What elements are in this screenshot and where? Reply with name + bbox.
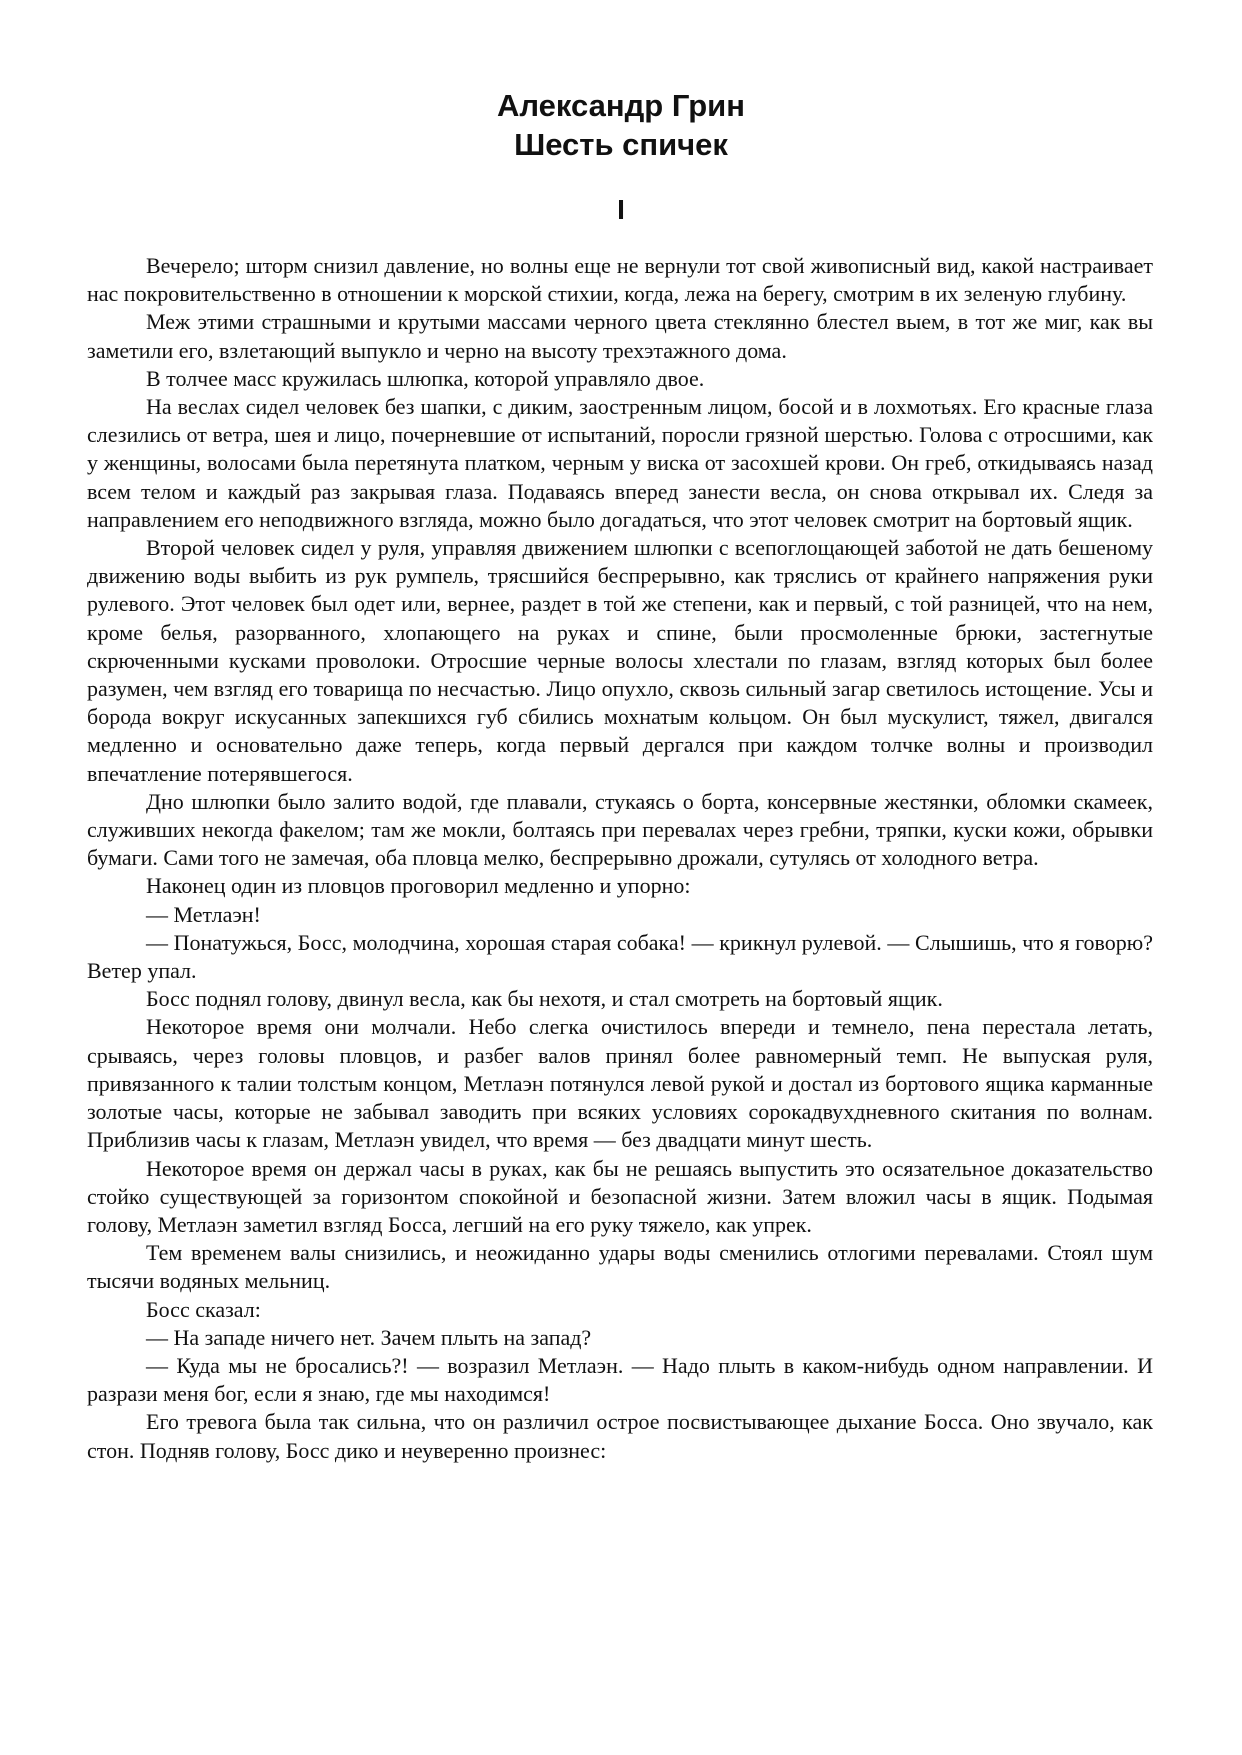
dialogue-line: — Понатужься, Босс, молодчина, хорошая старая собака! — крикнул рулевой. — Слышишь, что я говорю? Ветер упал. — [87, 929, 1153, 984]
paragraph: Наконец один из пловцов проговорил медленно и упорно: — [146, 873, 691, 899]
paragraph: Второй человек сидел у руля, управляя движением шлюпки с всепоглощающей заботой не дать бешеному движению воды выбить из рук румпель, трясшийся беспрерывно, как тряслись от крайнего напряжения руки рулевого. Этот человек был одет или, вернее, раздет в той же степени, как и первый, с той разницей, что на нем, кроме белья, разорванного, хлопающего на руках и спине, были просмоленные брюки, застегнутые скрюченными кусками проволоки. Отросшие черные волосы хлестали по глазам, взгляд которых был более разумен, чем взгляд его товарища по несчастью. Лицо опухло, сквозь сильный загар светилось истощение. Усы и борода вокруг искусанных запекшихся губ сбились мохнатым кольцом. Он был мускулист, тяжел, двигался медленно и основательно даже теперь, когда первый дергался при каждом толчке волны и производил впечатление потерявшегося. — [87, 535, 1153, 786]
paragraph: Тем временем валы снизились, и неожиданно удары воды сменились отлогими перевалами. Стоял шум тысячи водяных мельниц. — [87, 1240, 1153, 1294]
dialogue-line: — Куда мы не бросались?! — возразил Метлаэн. — Надо плыть в каком-нибудь одном направлении. И разрази меня бог, если я знаю, где мы находимся! — [87, 1352, 1153, 1407]
paragraph: На веслах сидел человек без шапки, с диким, заостренным лицом, босой и в лохмотьях. Его красные глаза слезились от ветра, шея и лицо, почерневшие от испытаний, поросли грязной шерстью. Голова с отросшими, как у женщины, волосами была перетянута платком, черным у виска от засохшей крови. Он греб, откидываясь назад всем телом и каждый раз закрывая глаза. Подаваясь вперед занести весла, он снова открывал их. Следя за направлением его неподвижного взгляда, можно было догадаться, что этот человек смотрит на бортовый ящик. — [87, 394, 1153, 532]
paragraph: Некоторое время они молчали. Небо слегка очистилось впереди и темнело, пена перестала летать, срываясь, через головы пловцов, и разбег валов принял более равномерный темп. Не выпуская руля, привязанного к талии толстым концом, Метлаэн потянулся левой рукой и достал из бортового ящика карманные золотые часы, которые не забывал заводить при всяких условиях сорокадвухдневного скитания по волнам. Приблизив часы к глазам, Метлаэн увидел, что время — без двадцати минут шесть. — [87, 1014, 1153, 1153]
paragraph: В толчее масс кружилась шлюпка, которой управляло двое. — [146, 365, 705, 391]
paragraph: Некоторое время он держал часы в руках, как бы не решаясь выпустить это осязательное доказательство стойко существующей за горизонтом спокойной и безопасной жизни. Затем вложил часы в ящик. Подымая голову, Метлаэн заметил взгляд Босса, легший на его руку тяжело, как упрек. — [87, 1155, 1153, 1237]
paragraph: Его тревога была так сильна, что он различил острое посвистывающее дыхание Босса. Оно звучало, как стон. Подняв голову, Босс дико и неуверенно произнес: — [87, 1409, 1153, 1463]
dialogue-line: — Метлаэн! — [146, 901, 261, 927]
chapter-number: I — [617, 194, 625, 225]
work-title: Шесть спичек — [514, 127, 728, 162]
author-name: Александр Грин — [497, 88, 745, 123]
paragraph: Босс поднял голову, двинул весла, как бы нехотя, и стал смотреть на бортовый ящик. — [146, 986, 943, 1012]
body-text — [87, 252, 1153, 1465]
paragraph: Босс сказал: — [146, 1296, 261, 1322]
paragraph: Меж этими страшными и крутыми массами черного цвета стеклянно блестел выем, в тот же миг, как вы заметили его, взлетающий выпукло и черно на высоту трехэтажного дома. — [87, 309, 1153, 363]
paragraph: Вечерело; шторм снизил давление, но волны еще не вернули тот свой живописный вид, какой настраивает нас покровительственно в отношении к морской стихии, когда, лежа на берегу, смотрим в их зеленую глубину. — [87, 253, 1153, 307]
paragraph: Дно шлюпки было залито водой, где плавали, стукаясь о борта, консервные жестянки, обломки скамеек, служивших некогда факелом; там же мокли, болтаясь при перевалах через гребни, тряпки, куски кожи, обрывки бумаги. Сами того не замечая, оба пловца мелко, беспрерывно дрожали, сутулясь от холодного ветра. — [87, 788, 1153, 871]
dialogue-line: — На западе ничего нет. Зачем плыть на запад? — [146, 1324, 592, 1350]
